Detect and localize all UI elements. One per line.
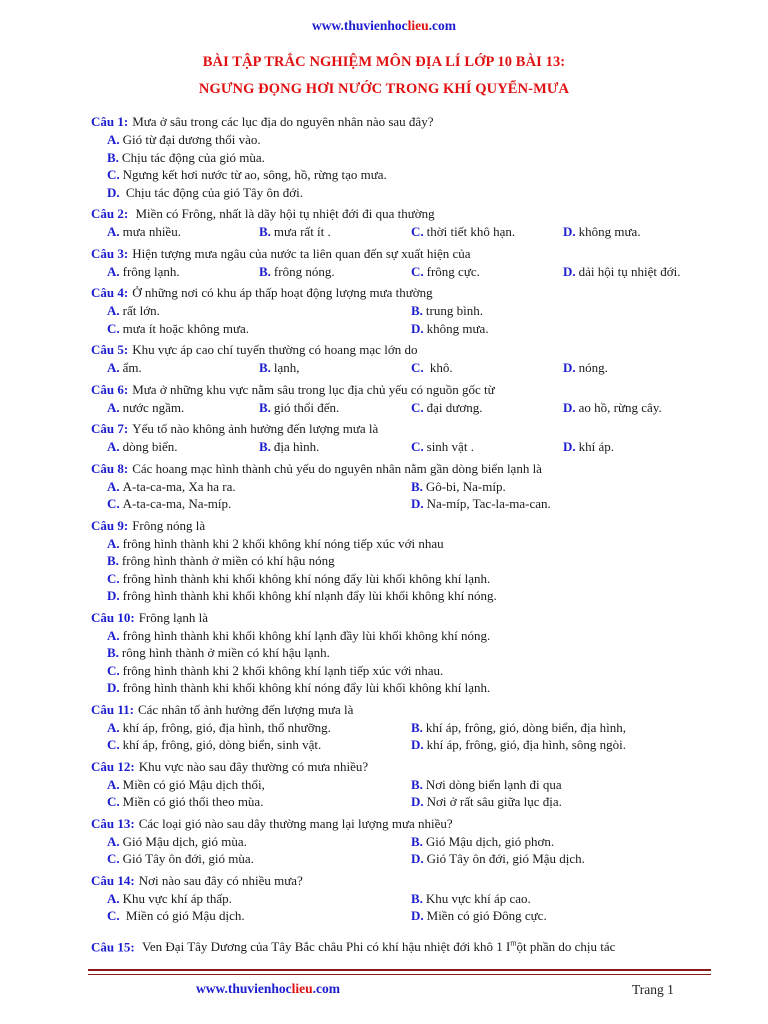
- option-text: nóng.: [578, 360, 608, 375]
- answer-option[interactable]: [563, 359, 683, 377]
- option-text: lạnh,: [273, 360, 300, 375]
- answer-options: [91, 719, 721, 754]
- question-text: Các loại gió nào sau dây thường mang lại lượng mưa nhiều?: [138, 815, 453, 831]
- question-text: Mưa ở những khu vực nằm sâu trong lục địa chủ yếu có nguồn gốc từ: [132, 381, 495, 397]
- answer-option[interactable]: [107, 907, 411, 925]
- answer-option[interactable]: [411, 478, 718, 496]
- answer-option[interactable]: [107, 320, 411, 338]
- question-text: Yếu tố nào không ảnh hưởng đến lượng mưa là: [132, 421, 379, 436]
- answer-option[interactable]: [411, 302, 718, 320]
- answer-option[interactable]: [107, 776, 411, 794]
- header-website[interactable]: www.thuvienhoclieu.com: [311, 18, 457, 33]
- option-letter: D.: [411, 794, 424, 809]
- option-letter: C.: [107, 908, 120, 923]
- option-text: khô.: [426, 360, 453, 375]
- question-text: Ven Đại Tây Dương của Tây Bắc châu Phi có khí hậu nhiệt đới khô 1 $I^một$ phần do chịu tác: [141, 939, 616, 955]
- answer-options: [91, 131, 721, 201]
- option-text: Miền có gió thổi theo mùa.: [122, 794, 264, 809]
- option-text: mưa nhiều.: [122, 224, 181, 239]
- option-text: Chịu tác động của gió mùa.: [121, 149, 265, 165]
- answer-option[interactable]: [107, 166, 721, 184]
- option-letter: C.: [107, 496, 120, 511]
- option-text: địa hình.: [273, 439, 320, 454]
- option-letter: D.: [411, 737, 424, 752]
- option-letter: C.: [107, 794, 120, 809]
- answer-option[interactable]: [107, 793, 411, 811]
- question-stem: [91, 815, 721, 833]
- option-letter: B.: [107, 645, 119, 660]
- answer-options: [91, 438, 721, 456]
- answer-option[interactable]: [107, 587, 721, 605]
- option-text: đại dương.: [426, 399, 483, 415]
- question-stem: [91, 420, 721, 438]
- answer-options: [91, 890, 721, 925]
- option-text: rông hình thành ở miền có khí hậu lạnh.: [121, 645, 330, 660]
- option-text: Gió Tây ôn đới, gió mùa.: [122, 851, 254, 866]
- option-letter: D.: [563, 439, 576, 454]
- footer-website[interactable]: www.thuvienhoclieu.com: [196, 981, 341, 996]
- question-number: Câu 4:: [91, 285, 129, 300]
- option-letter: B.: [411, 719, 423, 735]
- question-number: Câu 6:: [91, 381, 129, 397]
- question-5: [91, 341, 721, 377]
- option-text: frông hình thành ở miền có khí hậu nóng: [121, 553, 335, 568]
- option-letter: B.: [107, 553, 119, 568]
- answer-option[interactable]: [107, 662, 721, 680]
- option-text: khí áp, frông, gió, địa hình, sông ngòi.: [426, 737, 626, 752]
- question-stem: [91, 517, 721, 535]
- answer-options: [91, 263, 721, 281]
- answer-options: [91, 359, 721, 377]
- option-text: rất lớn.: [122, 303, 160, 318]
- option-letter: D.: [563, 360, 576, 375]
- answer-option[interactable]: [563, 263, 683, 281]
- question-stem: [91, 245, 721, 263]
- question-15: [91, 935, 731, 956]
- option-letter: C.: [411, 224, 424, 239]
- question-6: [91, 381, 721, 417]
- option-text: khí áp, frông, gió, dòng biển, địa hình,: [425, 719, 626, 735]
- option-letter: C.: [107, 167, 120, 182]
- answer-option[interactable]: [563, 438, 683, 456]
- answer-options: [91, 627, 721, 697]
- option-letter: D.: [411, 851, 424, 866]
- answer-option[interactable]: [107, 644, 721, 662]
- option-text: trung bình.: [425, 303, 483, 318]
- option-letter: C.: [107, 737, 120, 752]
- option-letter: D.: [107, 680, 120, 695]
- option-text: Nơi dòng biển lạnh đi qua: [425, 776, 562, 792]
- question-1: [91, 113, 721, 201]
- option-letter: C.: [411, 439, 424, 454]
- answer-option[interactable]: [107, 627, 721, 645]
- question-number: Câu 11:: [91, 701, 134, 717]
- page-number: Trang 1: [632, 982, 674, 997]
- option-letter: D.: [411, 908, 424, 923]
- option-letter: D.: [563, 224, 576, 239]
- question-11: [91, 701, 721, 754]
- option-text: thời tiết khô hạn.: [426, 224, 516, 239]
- question-12: [91, 758, 721, 811]
- option-letter: C.: [107, 662, 120, 678]
- option-text: frông hình thành khi khối không khí nlạnh đẩy lùi khối không khí nóng.: [122, 588, 497, 603]
- option-text: Gió Mậu dịch, gió mùa.: [122, 833, 247, 849]
- answer-options: [91, 399, 721, 417]
- answer-option[interactable]: [411, 833, 718, 851]
- option-text: không mưa.: [426, 320, 489, 336]
- question-text: Mưa ở sâu trong các lục địa do nguyên nhân nào sau đây?: [132, 114, 434, 129]
- question-text: Các hoang mạc hình thành chủ yếu do nguyên nhân nằm gần dòng biển lạnh là: [132, 460, 542, 476]
- option-text: không mưa.: [578, 224, 641, 239]
- answer-option[interactable]: [107, 570, 721, 588]
- option-letter: C.: [107, 851, 120, 866]
- option-letter: C.: [411, 399, 424, 415]
- option-text: frông nóng.: [273, 263, 335, 279]
- option-letter: C.: [411, 263, 424, 279]
- question-text: Hiện tượng mưa ngâu của nước ta liên quan đến sự xuất hiện của: [132, 245, 471, 261]
- question-stem: [91, 284, 721, 302]
- answer-option[interactable]: [411, 890, 718, 908]
- option-text: Miền có gió Mậu dịch.: [122, 908, 245, 923]
- answer-option[interactable]: [107, 719, 411, 737]
- option-text: Gió từ đại dương thổi vào.: [122, 132, 261, 147]
- answer-option[interactable]: [107, 833, 411, 851]
- option-letter: C.: [411, 360, 424, 375]
- footer-divider: [88, 969, 711, 971]
- option-letter: A.: [107, 132, 120, 147]
- option-letter: B.: [411, 776, 423, 792]
- option-letter: B.: [411, 833, 423, 849]
- question-text: Frông lạnh là: [138, 609, 209, 625]
- question-number: Câu 2:: [91, 206, 129, 221]
- option-letter: A.: [107, 478, 120, 494]
- answer-option[interactable]: [259, 399, 411, 417]
- answer-option[interactable]: [259, 438, 411, 456]
- answer-option[interactable]: [107, 302, 411, 320]
- option-text: gió thổi đến.: [273, 399, 340, 415]
- option-letter: B.: [259, 439, 271, 454]
- option-letter: A.: [107, 719, 120, 735]
- question-number: Câu 5:: [91, 342, 129, 357]
- answer-option[interactable]: [411, 736, 718, 754]
- option-letter: A.: [107, 303, 120, 318]
- footer-divider-thin: [88, 974, 711, 975]
- question-number: Câu 8:: [91, 460, 129, 476]
- answer-option[interactable]: [259, 263, 411, 281]
- question-text: Miền có Frông, nhất là dãy hội tụ nhiệt đới đi qua thường: [132, 206, 435, 221]
- option-text: Nơi ở rất sâu giữa lục địa.: [426, 794, 562, 809]
- question-9: [91, 517, 721, 605]
- option-letter: B.: [259, 399, 271, 415]
- option-letter: A.: [107, 439, 120, 454]
- option-letter: A.: [107, 890, 120, 906]
- option-text: Chịu tác động của gió Tây ôn đới.: [122, 184, 303, 200]
- question-stem: [91, 205, 721, 223]
- option-text: Gió Mậu dịch, gió phơn.: [425, 833, 555, 849]
- answer-option[interactable]: [411, 438, 563, 456]
- answer-option[interactable]: [411, 359, 563, 377]
- answer-options: [91, 478, 721, 513]
- question-number: Câu 13:: [91, 815, 135, 831]
- option-letter: A.: [107, 224, 120, 239]
- option-text: sinh vật .: [426, 439, 474, 454]
- option-text: A-ta-ca-ma, Xa ha ra.: [122, 478, 236, 494]
- question-2: [91, 205, 721, 241]
- answer-option[interactable]: [107, 552, 721, 570]
- answer-option[interactable]: [411, 719, 718, 737]
- question-stem: [91, 872, 721, 890]
- answer-option[interactable]: [107, 438, 259, 456]
- option-text: mưa ít hoặc không mưa.: [122, 320, 250, 336]
- answer-option[interactable]: [411, 320, 718, 338]
- question-3: [91, 245, 721, 281]
- option-text: ao hồ, rừng cây.: [578, 399, 662, 415]
- option-letter: C.: [107, 570, 120, 586]
- answer-option[interactable]: [411, 793, 718, 811]
- question-number: Câu 15:: [91, 939, 135, 955]
- option-text: Gió Tây ôn đới, gió Mậu dịch.: [426, 851, 585, 866]
- question-10: [91, 609, 721, 697]
- answer-option[interactable]: [411, 223, 563, 241]
- question-14: [91, 872, 721, 925]
- option-letter: A.: [107, 360, 120, 375]
- answer-option[interactable]: [563, 399, 683, 417]
- option-letter: B.: [411, 890, 423, 906]
- option-text: khí áp, frông, gió, địa hình, thổ nhưỡng.: [122, 719, 331, 735]
- option-text: mưa rất ít .: [273, 224, 331, 239]
- option-text: frông lạnh.: [122, 263, 180, 279]
- answer-option[interactable]: [107, 399, 259, 417]
- answer-option[interactable]: [107, 850, 411, 868]
- option-text: Khu vực khí áp thấp.: [122, 890, 232, 906]
- option-letter: B.: [259, 360, 271, 375]
- answer-option[interactable]: [411, 776, 718, 794]
- option-text: Ngưng kết hơi nước từ ao, sông, hồ, rừng tạo mưa.: [122, 167, 387, 182]
- option-letter: B.: [107, 149, 119, 165]
- option-letter: C.: [107, 320, 120, 336]
- option-letter: A.: [107, 627, 120, 643]
- question-number: Câu 10:: [91, 609, 135, 625]
- answer-option[interactable]: [107, 890, 411, 908]
- answer-options: [91, 302, 721, 337]
- answer-options: [91, 833, 721, 868]
- question-stem: [91, 460, 721, 478]
- option-text: frông hình thành khi khối không khí nóng đẩy lùi khối không khí lạnh.: [122, 680, 491, 695]
- option-text: nước ngầm.: [122, 399, 185, 415]
- option-text: khí áp.: [578, 439, 615, 454]
- option-letter: B.: [259, 224, 271, 239]
- question-number: Câu 12:: [91, 758, 135, 774]
- answer-options: [91, 776, 721, 811]
- answer-options: [91, 223, 721, 241]
- question-list: [91, 113, 721, 929]
- question-text: Khu vực áp cao chí tuyến thường có hoang mạc lớn do: [132, 342, 418, 357]
- answer-option[interactable]: [107, 478, 411, 496]
- answer-option[interactable]: [411, 850, 718, 868]
- question-13: [91, 815, 721, 868]
- option-letter: A.: [107, 833, 120, 849]
- option-text: Na-míp, Tac-la-ma-can.: [426, 496, 551, 511]
- question-text: Khu vực nào sau đây thường có mưa nhiều?: [138, 758, 369, 774]
- question-text: Các nhân tố ảnh hưởng đến lượng mưa là: [137, 701, 354, 717]
- option-text: ẩm.: [122, 360, 142, 375]
- document-title: BÀI TẬP TRẮC NGHIỆM MÔN ĐỊA LÍ LỚP 10 BÀI 13:: [202, 54, 566, 70]
- question-number: Câu 7:: [91, 421, 129, 436]
- question-number: Câu 14:: [91, 872, 135, 888]
- answer-option[interactable]: [259, 359, 411, 377]
- option-letter: D.: [107, 184, 120, 200]
- question-stem: [91, 758, 721, 776]
- question-stem: [91, 381, 721, 399]
- option-letter: D.: [411, 320, 424, 336]
- option-letter: B.: [411, 303, 423, 318]
- question-number: Câu 3:: [91, 245, 129, 261]
- question-text: Nơi nào sau đây có nhiều mưa?: [138, 872, 303, 888]
- document-subtitle: NGƯNG ĐỌNG HƠI NƯỚC TRONG KHÍ QUYỂN-MƯA: [198, 81, 570, 97]
- answer-option[interactable]: [107, 131, 721, 149]
- option-letter: D.: [411, 496, 424, 511]
- option-text: Miền có gió Mậu dịch thổi,: [122, 776, 265, 792]
- option-text: frông cực.: [426, 263, 480, 279]
- question-stem: [91, 609, 721, 627]
- question-4: [91, 284, 721, 337]
- question-number: Câu 1:: [91, 114, 129, 129]
- question-text: Ở những nơi có khu áp thấp hoạt động lượng mưa thường: [132, 285, 433, 300]
- answer-option[interactable]: [107, 149, 721, 167]
- answer-options: [91, 535, 721, 605]
- answer-option[interactable]: [107, 184, 721, 202]
- option-letter: D.: [107, 588, 120, 603]
- option-letter: A.: [107, 263, 120, 279]
- option-text: A-ta-ca-ma, Na-míp.: [122, 496, 232, 511]
- option-text: khí áp, frông, gió, dòng biển, sinh vật.: [122, 737, 322, 752]
- answer-option[interactable]: [107, 535, 721, 553]
- answer-option[interactable]: [259, 223, 411, 241]
- option-text: Gô-bi, Na-míp.: [425, 478, 506, 494]
- option-text: Miền có gió Đông cực.: [426, 908, 547, 923]
- question-8: [91, 460, 721, 513]
- answer-option[interactable]: [563, 223, 683, 241]
- option-letter: A.: [107, 399, 120, 415]
- option-text: dải hội tụ nhiệt đới.: [578, 263, 681, 279]
- option-letter: B.: [411, 478, 423, 494]
- option-text: frông hình thành khi 2 khối không khí lạnh tiếp xúc với nhau.: [122, 662, 444, 678]
- question-stem: [91, 113, 721, 131]
- option-letter: B.: [259, 263, 271, 279]
- answer-option[interactable]: [411, 263, 563, 281]
- option-letter: A.: [107, 776, 120, 792]
- answer-option[interactable]: [107, 736, 411, 754]
- question-stem: [91, 341, 721, 359]
- answer-option[interactable]: [107, 495, 411, 513]
- option-text: Khu vực khí áp cao.: [425, 890, 531, 906]
- option-letter: D.: [563, 263, 576, 279]
- option-text: dòng biển.: [122, 439, 178, 454]
- option-text: frông hình thành khi khối không khí lạnh đầy lùi khối không khí nóng.: [122, 627, 491, 643]
- answer-option[interactable]: [107, 223, 259, 241]
- option-text: frông hình thành khi 2 khối không khí nóng tiếp xúc với nhau: [122, 535, 444, 551]
- option-text: frông hình thành khi khối không khí nóng đẩy lùi khối không khí lạnh.: [122, 570, 491, 586]
- answer-option[interactable]: [411, 399, 563, 417]
- question-7: [91, 420, 721, 456]
- answer-option[interactable]: [411, 495, 718, 513]
- option-letter: D.: [563, 399, 576, 415]
- question-number: Câu 9:: [91, 517, 129, 533]
- answer-option[interactable]: [107, 263, 259, 281]
- answer-option[interactable]: [107, 679, 721, 697]
- option-letter: A.: [107, 535, 120, 551]
- answer-option[interactable]: [411, 907, 718, 925]
- question-text: Frông nóng là: [132, 517, 206, 533]
- answer-option[interactable]: [107, 359, 259, 377]
- question-stem: [91, 701, 721, 719]
